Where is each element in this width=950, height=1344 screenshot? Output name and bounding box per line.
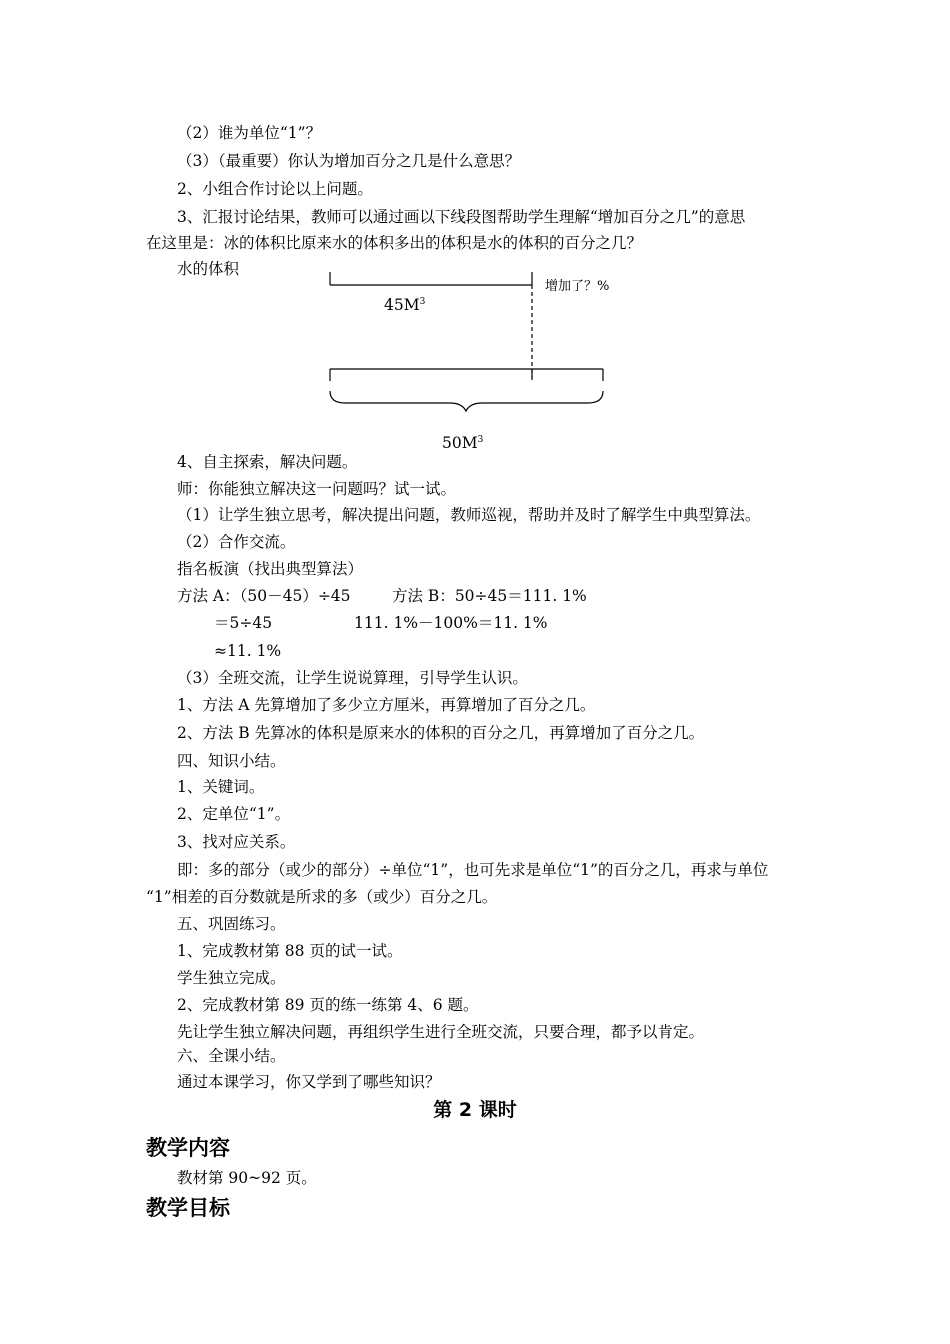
text-line: 3、找对应关系。	[177, 833, 296, 851]
method-a-step: ＝5÷45	[214, 614, 273, 632]
method-b-step: 111. 1%－100%＝11. 1%	[354, 614, 548, 632]
text-line: 2、定单位“1”。	[177, 805, 291, 823]
text-line: 2、小组合作讨论以上问题。	[177, 180, 373, 198]
text-line: 指名板演（找出典型算法）	[177, 560, 364, 578]
text-line: （3）全班交流，让学生说说算理，引导学生认识。	[177, 669, 528, 687]
method-a: 方法 A：（50－45）÷45	[177, 587, 351, 605]
section-heading: 六、全课小结。	[177, 1047, 286, 1065]
lesson-title: 第 2 课时	[433, 1099, 517, 1121]
diagram-water-label: 水的体积	[177, 260, 240, 278]
method-b: 方法 B：50÷45＝111. 1%	[392, 587, 587, 605]
ice-brace	[330, 391, 603, 411]
text-line: （1）让学生独立思考，解决提出问题，教师巡视，帮助并及时了解学生中典型算法。	[177, 506, 761, 524]
text-line: “1”相差的百分数就是所求的多（或少）百分之几。	[146, 888, 498, 906]
text-line: 2、完成教材第 89 页的练一练第 4、6 题。	[177, 996, 479, 1014]
text-line: 即：多的部分（或少的部分）÷单位“1”，也可先求是单位“1”的百分之几，再求与单位	[177, 861, 769, 879]
text-line: 1、完成教材第 88 页的试一试。	[177, 942, 403, 960]
text-line: 在这里是：冰的体积比原来水的体积多出的体积是水的体积的百分之几？	[146, 234, 643, 252]
text-line: 2、方法 B 先算冰的体积是原来水的体积的百分之几，再算增加了百分之几。	[177, 724, 705, 742]
text-line: （3）（最重要）你认为增加百分之几是什么意思？	[177, 152, 521, 170]
text-line: 师：你能独立解决这一问题吗？试一试。	[177, 480, 457, 498]
text-line: （2）合作交流。	[177, 533, 296, 551]
water-volume-label: $45M^3$	[384, 296, 426, 315]
text-line: 3、汇报讨论结果，教师可以通过画以下线段图帮助学生理解“增加百分之几”的意思	[177, 208, 746, 226]
text-line: 1、方法 A 先算增加了多少立方厘米，再算增加了百分之几。	[177, 696, 596, 714]
line-segment-diagram	[0, 0, 950, 460]
ice-volume-label: $50M^3$	[442, 434, 484, 453]
text-line: （2）谁为单位“1”？	[177, 124, 322, 142]
text-line: 通过本课学习，你又学到了哪些知识？	[177, 1073, 441, 1091]
text-line: 学生独立完成。	[177, 969, 286, 987]
section-heading: 五、巩固练习。	[177, 915, 286, 933]
text-line: 先让学生独立解决问题，再组织学生进行全班交流，只要合理，都予以肯定。	[177, 1023, 705, 1041]
section-heading-teaching-goals: 教学目标	[146, 1196, 230, 1220]
method-a-result: ≈11. 1%	[214, 642, 282, 660]
section-heading: 四、知识小结。	[177, 752, 286, 770]
text-line: 1、关键词。	[177, 778, 265, 796]
section-heading-teaching-content: 教学内容	[146, 1136, 230, 1160]
text-line: 4、自主探索，解决问题。	[177, 453, 358, 471]
increase-percent-label: 增加了？%	[545, 279, 610, 294]
teaching-content-text: 教材第 90~92 页。	[177, 1169, 317, 1187]
